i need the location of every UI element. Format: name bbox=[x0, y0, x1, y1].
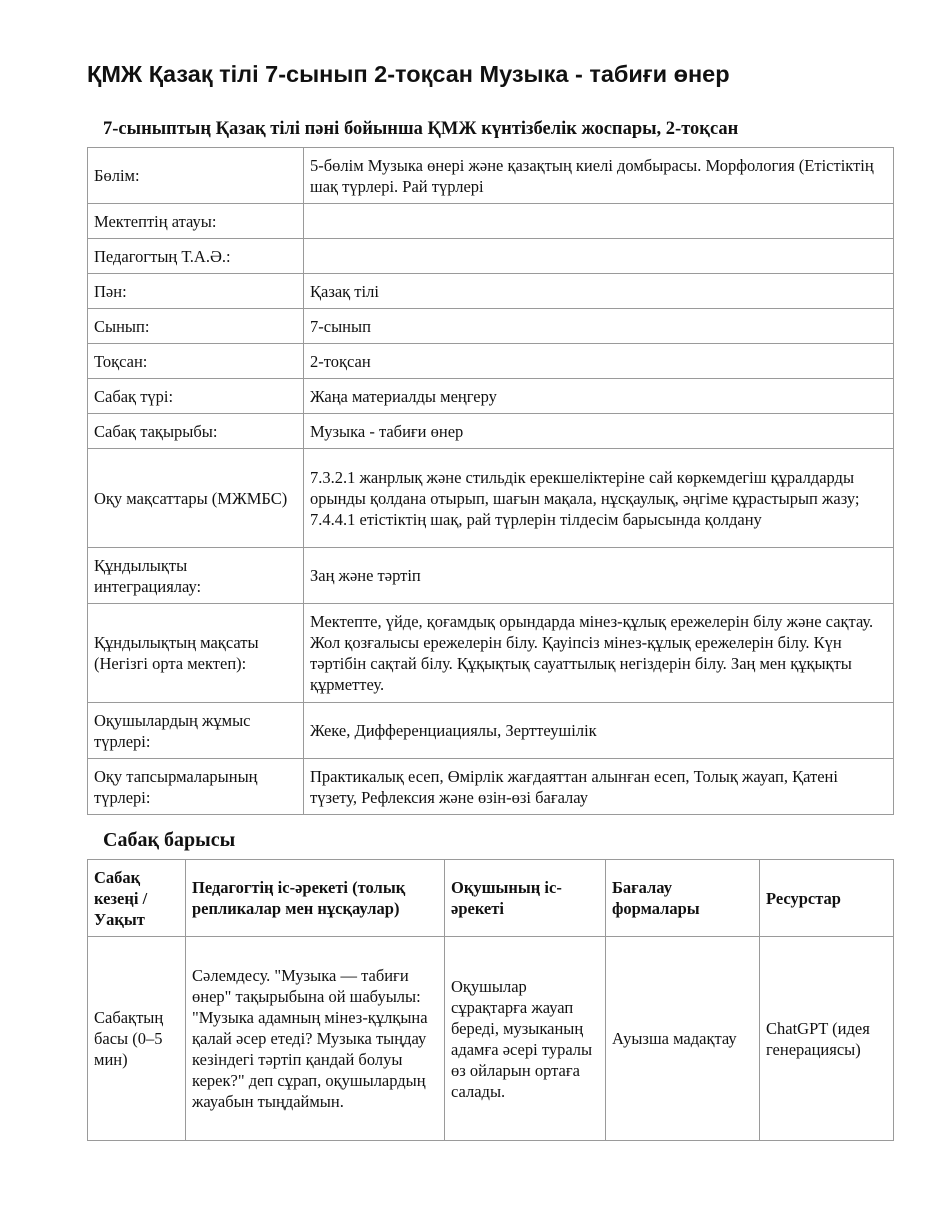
info-value: Жаңа материалды меңгеру bbox=[304, 379, 894, 414]
column-header-teacher: Педагогтің іс-әрекеті (толық репликалар мен нұсқаулар) bbox=[186, 860, 445, 937]
info-label: Сабақ түрі: bbox=[88, 379, 304, 414]
info-label: Тоқсан: bbox=[88, 344, 304, 379]
info-label: Сабақ тақырыбы: bbox=[88, 414, 304, 449]
info-value: Жеке, Дифференциациялы, Зерттеушілік bbox=[304, 703, 894, 759]
lesson-info-table bbox=[87, 147, 894, 815]
info-row-learning-objectives bbox=[88, 449, 894, 548]
info-value: Қазақ тілі bbox=[304, 274, 894, 309]
info-row-quarter bbox=[88, 344, 894, 379]
info-label: Құндылықтың мақсаты (Негізгі орта мектеп): bbox=[88, 604, 304, 703]
info-row-teacher bbox=[88, 239, 894, 274]
info-label: Құндылықты интеграциялау: bbox=[88, 548, 304, 604]
info-row-grade bbox=[88, 309, 894, 344]
stage-cell: Сабақтың басы (0–5 мин) bbox=[88, 937, 186, 1141]
lesson-header-row bbox=[88, 860, 894, 937]
column-header-stage: Сабақ кезеңі / Уақыт bbox=[88, 860, 186, 937]
info-row-school bbox=[88, 204, 894, 239]
info-label: Бөлім: bbox=[88, 148, 304, 204]
info-row-value-integration bbox=[88, 548, 894, 604]
lesson-progress-heading: Сабақ барысы bbox=[103, 829, 236, 851]
info-value bbox=[304, 239, 894, 274]
teacher-activity-cell: Сәлемдесу. "Музыка — табиғи өнер" тақырыбына ой шабуылы: "Музыка адамның мінез-құлқына қалай әсер етеді? Музыка тыңдау кезіндегі тәртіп қандай болуы керек?" деп сұрап, оқушылардың жауабын тыңдаймын. bbox=[186, 937, 445, 1141]
info-label: Оқушылардың жұмыс түрлері: bbox=[88, 703, 304, 759]
info-label: Пән: bbox=[88, 274, 304, 309]
info-row-subject bbox=[88, 274, 894, 309]
info-label: Оқу тапсырмаларының түрлері: bbox=[88, 759, 304, 815]
student-activity-cell: Оқушылар сұрақтарға жауап береді, музыканың адамға әсері туралы өз ойларын ортаға салады. bbox=[445, 937, 606, 1141]
info-row-value-goal bbox=[88, 604, 894, 703]
lesson-progress-table bbox=[87, 859, 894, 1141]
info-value: Практикалық есеп, Өмірлік жағдаяттан алынған есеп, Толық жауап, Қатені түзету, Рефлексия және өзін-өзі бағалау bbox=[304, 759, 894, 815]
info-row-task-types bbox=[88, 759, 894, 815]
info-label: Мектептің атауы: bbox=[88, 204, 304, 239]
info-label: Оқу мақсаттары (МЖМБС) bbox=[88, 449, 304, 548]
info-value: 5-бөлім Музыка өнері және қазақтың киелі домбырасы. Морфология (Етістіктің шақ түрлері. Рай түрлері bbox=[304, 148, 894, 204]
column-header-student: Оқушының іс-әрекеті bbox=[445, 860, 606, 937]
info-row-section bbox=[88, 148, 894, 204]
info-value: Мектепте, үйде, қоғамдық орындарда мінез-құлық ережелерін білу және сақтау. Жол қозғалысы ережелерін білу. Қауіпсіз мінез-құлық ережелерін білу. Күн тәртібін сақтай білу. Құқықтық сауаттылық негіздерін білу. Заң мен құқықты құрметтеу. bbox=[304, 604, 894, 703]
assessment-cell: Ауызша мадақтау bbox=[606, 937, 760, 1141]
document-title: ҚМЖ Қазақ тілі 7-сынып 2-тоқсан Музыка - табиғи өнер bbox=[87, 61, 730, 87]
plan-subtitle: 7-сыныптың Қазақ тілі пәні бойынша ҚМЖ күнтізбелік жоспары, 2-тоқсан bbox=[103, 119, 739, 139]
info-row-lesson-type bbox=[88, 379, 894, 414]
info-value bbox=[304, 204, 894, 239]
table-row bbox=[88, 937, 894, 1141]
info-value: Музыка - табиғи өнер bbox=[304, 414, 894, 449]
column-header-assessment: Бағалау формалары bbox=[606, 860, 760, 937]
info-value: Заң және тәртіп bbox=[304, 548, 894, 604]
info-label: Педагогтың Т.А.Ә.: bbox=[88, 239, 304, 274]
info-value: 2-тоқсан bbox=[304, 344, 894, 379]
info-value: 7.3.2.1 жанрлық және стильдік ерекшеліктеріне сай көркемдегіш құралдарды орынды қолдана отырып, шағын мақала, нұсқаулық, әңгіме құрастырып жазу; 7.4.4.1 етістіктің шақ, рай түрлерін тілдесім барысында қолдану bbox=[304, 449, 894, 548]
info-row-work-types bbox=[88, 703, 894, 759]
info-value: 7-сынып bbox=[304, 309, 894, 344]
column-header-resources: Ресурстар bbox=[760, 860, 894, 937]
info-row-lesson-topic bbox=[88, 414, 894, 449]
info-label: Сынып: bbox=[88, 309, 304, 344]
resources-cell: ChatGPT (идея генерациясы) bbox=[760, 937, 894, 1141]
